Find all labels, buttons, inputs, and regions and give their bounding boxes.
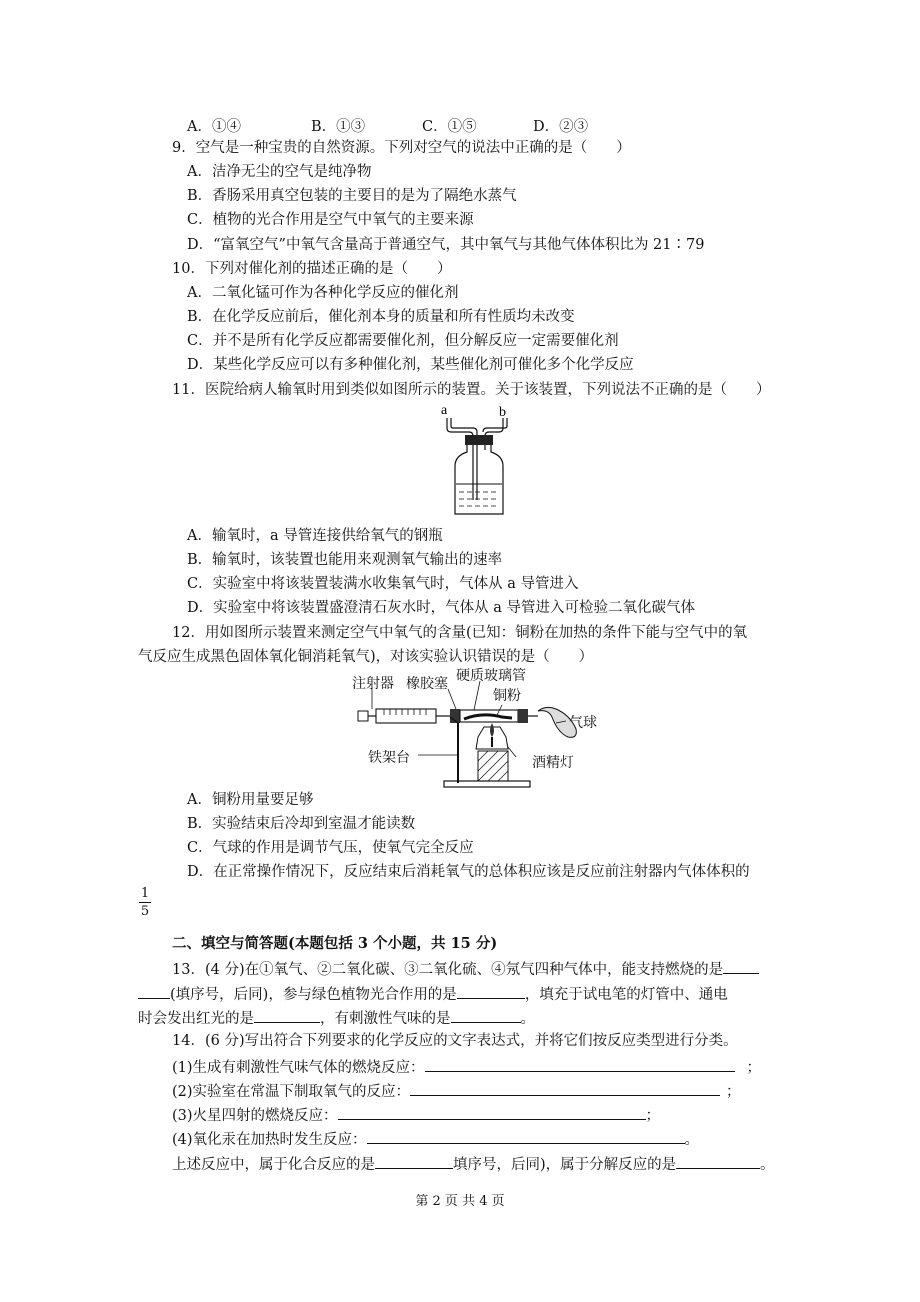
- q11-option-a: A．输氧时，a 导管连接供给氧气的钢瓶: [187, 528, 443, 544]
- q14-summary-text-b: 填序号，后同)，属于分解反应的是: [453, 1157, 677, 1173]
- q13-blank1[interactable]: [723, 958, 759, 974]
- q9-stem: 9．空气是一种宝贵的自然资源。下列对空气的说法中正确的是（ ）: [172, 140, 631, 156]
- section-title: 二、填空与简答题(本题包括 3 个小题，共 15 分): [172, 935, 498, 952]
- label-copper: 铜粉: [493, 688, 521, 704]
- q14-ending-3: ；: [645, 1108, 661, 1124]
- q12-option-b: B．实验结束后冷却到室温才能读数: [187, 816, 416, 832]
- label-balloon: 气球: [569, 715, 597, 731]
- q14-item-2: [172, 1080, 741, 1102]
- q13-text2a: (填序号，后同)，参与绿色植物光合作用的是: [170, 987, 457, 1003]
- q11-option-b: B．输氧时，该装置也能用来观测氧气输出的速率: [187, 552, 503, 568]
- q13-blank1-cont[interactable]: [138, 983, 170, 999]
- q13-text2b: ，填充于试电笔的灯管中、通电: [524, 987, 728, 1003]
- q13-text3c: 。: [520, 1011, 535, 1027]
- q13-line2: [138, 983, 728, 1005]
- q10-option-a: A．二氧化锰可作为各种化学反应的催化剂: [187, 285, 459, 301]
- q13-line3: [138, 1007, 535, 1029]
- gas-washing-bottle-figure: [425, 402, 535, 522]
- q12-option-c: C．气球的作用是调节气压，使氧气完全反应: [187, 840, 474, 856]
- q14-blank-3[interactable]: [338, 1104, 646, 1120]
- fraction-denominator: 5: [140, 904, 150, 919]
- q14-ending-2: ；: [726, 1084, 741, 1100]
- q9-option-d: D．“富氧空气”中氧气含量高于普通空气，其中氧气与其他气体体积比为 21∶79: [187, 237, 705, 253]
- q13-text3b: ，有刺激性气味的是: [320, 1011, 451, 1027]
- q12-stem-line1: 12．用如图所示装置来测定空气中氧气的含量(已知：铜粉在加热的条件下能与空气中的氧: [172, 625, 748, 641]
- q13-line1: [172, 958, 759, 980]
- q13-text1: 13．(4 分)在①氧气、②二氧化碳、③二氧化硫、④氖气四种气体中，能支持燃烧的是: [172, 962, 724, 978]
- label-syringe: 注射器: [352, 676, 394, 692]
- q12-option-a: A．铜粉用量要足够: [187, 792, 314, 808]
- q13-blank4[interactable]: [451, 1007, 521, 1023]
- q14-ending-4: 。: [684, 1132, 700, 1148]
- q10-stem: 10．下列对催化剂的描述正确的是（ ）: [172, 261, 452, 277]
- q12-stem-line2: 气反应生成黑色固体氧化铜消耗氧气)，对该实验认识错误的是（ ）: [138, 649, 594, 665]
- q14-item-4-label: (4)氧化汞在加热时发生反应：: [172, 1132, 367, 1148]
- q13-text3a: 时会发出红光的是: [138, 1011, 254, 1027]
- page-footer: 第 2 页 共 4 页: [415, 1194, 505, 1209]
- q14-summary: [172, 1153, 775, 1175]
- q14-item-2-label: (2)实验室在常温下制取氧气的反应：: [172, 1084, 411, 1100]
- q10-option-b: B．在化学反应前后，催化剂本身的质量和所有性质均未改变: [187, 309, 575, 325]
- q14-item-1: [172, 1056, 761, 1078]
- prev-option-d: D．②③: [533, 119, 589, 135]
- label-b: b: [499, 405, 506, 420]
- q9-option-b: B．香肠采用真空包装的主要目的是为了隔绝水蒸气: [187, 188, 517, 204]
- q14-summary-text-c: 。: [760, 1157, 775, 1173]
- q14-summary-text-a: 上述反应中，属于化合反应的是: [172, 1157, 375, 1173]
- label-stopper: 橡胶塞: [406, 676, 448, 692]
- label-glass-tube: 硬质玻璃管: [456, 668, 526, 684]
- q9-option-a: A．洁净无尘的空气是纯净物: [187, 164, 372, 180]
- q14-blank-1[interactable]: [425, 1056, 735, 1072]
- q10-option-d: D．某些化学反应可以有多种催化剂，某些催化剂可催化多个化学反应: [187, 357, 634, 373]
- prev-option-c: C．①⑤: [422, 119, 477, 135]
- q9-option-c: C．植物的光合作用是空气中氧气的主要来源: [187, 212, 474, 228]
- q11-option-d: D．实验室中将该装置盛澄清石灰水时，气体从 a 导管进入可检验二氧化碳气体: [187, 600, 695, 616]
- q14-item-1-label: (1)生成有刺激性气味气体的燃烧反应：: [172, 1060, 425, 1076]
- q14-stem: 14．(6 分)写出符合下列要求的化学反应的文字表达式，并将它们按反应类型进行分类。: [172, 1033, 738, 1049]
- prev-option-a: A．①④: [187, 119, 241, 135]
- q12-option-d: D．在正常操作情况下，反应结束后消耗氧气的总体积应该是反应前注射器内气体体积的: [187, 864, 750, 880]
- label-a: a: [441, 403, 448, 418]
- q11-option-c: C．实验室中将该装置装满水收集氧气时，气体从 a 导管进入: [187, 576, 579, 592]
- fraction-numerator: 1: [140, 886, 150, 901]
- fraction-one-fifth: [139, 886, 151, 919]
- q13-blank2[interactable]: [457, 983, 525, 999]
- q11-stem: 11．医院给病人输氧时用到类似如图所示的装置。关于该装置，下列说法不正确的是（ ）: [172, 382, 771, 398]
- q14-item-4: [172, 1128, 699, 1150]
- q14-blank-combination[interactable]: [375, 1153, 453, 1169]
- q14-item-3: [172, 1104, 660, 1126]
- q13-blank3[interactable]: [254, 1007, 320, 1023]
- q14-item-3-label: (3)火星四射的燃烧反应：: [172, 1108, 338, 1124]
- label-stand: 铁架台: [368, 750, 410, 766]
- q14-blank-2[interactable]: [410, 1080, 720, 1096]
- q14-blank-decomposition[interactable]: [676, 1153, 760, 1169]
- q14-blank-4[interactable]: [367, 1128, 685, 1144]
- prev-option-b: B．①③: [311, 119, 366, 135]
- q14-ending-1: ；: [746, 1060, 762, 1076]
- label-lamp: 酒精灯: [532, 755, 574, 771]
- q10-option-c: C．并不是所有化学反应都需要催化剂，但分解反应一定需要催化剂: [187, 333, 619, 349]
